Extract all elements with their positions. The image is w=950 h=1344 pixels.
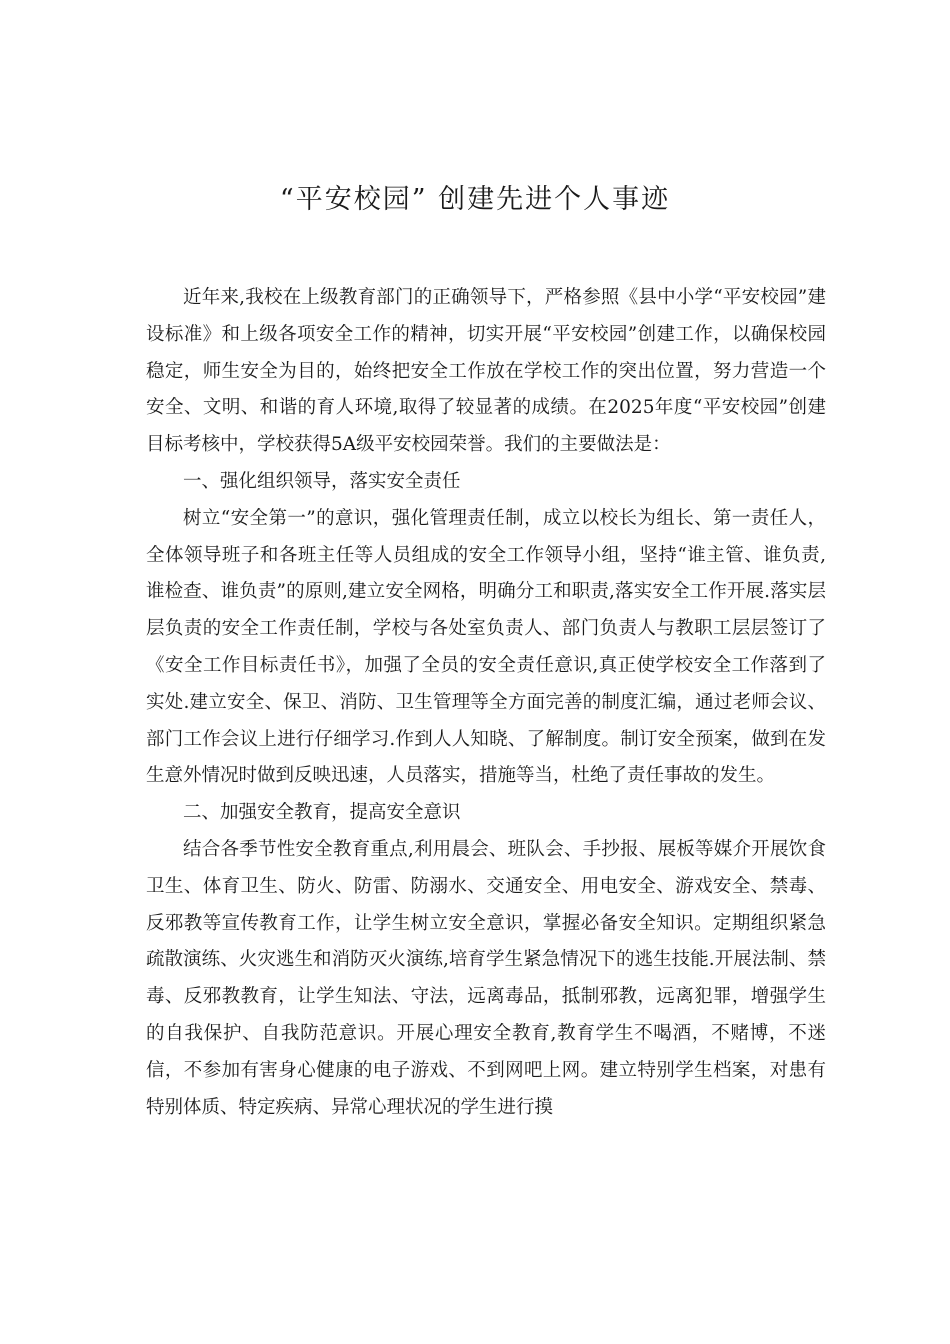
section-1-body: 树立“安全第一”的意识，强化管理责任制，成立以校长为组长、第一责任人，全体领导班子和各班主任等人员组成的安全工作领导小组，坚持“谁主管、谁负责,谁检查、谁负责”的原则,建立安全网格，明确分工和职责,落实安全工作开展.落实层层负责的安全工作责任制，学校与各处室负责人、部门负责人与教职工层层签订了《安全工作目标责任书》，加强了全员的安全责任意识,真正使学校安全工作落到了实处.建立安全、保卫、消防、卫生管理等全方面完善的制度汇编，通过老师会议、部门工作会议上进行仔细学习.作到人人知晓、了解制度。制订安全预案，做到在发生意外情况时做到反映迅速，人员落实，措施等当，杜绝了责任事故的发生。 [146,507,826,787]
intro-paragraph: 近年来,我校在上级教育部门的正确领导下，严格参照《县中小学“平安校园”建设标准》和上级各项安全工作的精神，切实开展“平安校园”创建工作，以确保校园稳定，师生安全为目的，始终把安全工作放在学校工作的突出位置，努力营造一个安全、文明、和谐的育人环境,取得了较显著的成绩。在2025年度“平安校园”创建目标考核中，学校获得5A级平安校园荣誉。我们的主要做法是： [146,287,826,456]
document-body [146,280,826,1126]
section-1-heading: 一、强化组织领导，落实安全责任 [183,470,461,492]
document-title: “平安校园” 创建先进个人事迹 [279,184,671,215]
section-2-heading: 二、加强安全教育，提高安全意识 [183,802,461,824]
section-2-body: 结合各季节性安全教育重点,利用晨会、班队会、手抄报、展板等媒介开展饮食卫生、体育卫生、防火、防雷、防溺水、交通安全、用电安全、游戏安全、禁毒、反邪教等宣传教育工作，让学生树立安全意识，掌握必备安全知识。定期组织紧急疏散演练、火灾逃生和消防灭火演练,培育学生紧急情况下的逃生技能.开展法制、禁毒、反邪教教育，让学生知法、守法，远离毒品，抵制邪教，远离犯罪，增强学生的自我保护、自我防范意识。开展心理安全教育,教育学生不喝酒，不赌博，不迷信，不参加有害身心健康的电子游戏、不到网吧上网。建立特别学生档案，对患有特别体质、特定疾病、异常心理状况的学生进行摸 [146,838,826,1118]
